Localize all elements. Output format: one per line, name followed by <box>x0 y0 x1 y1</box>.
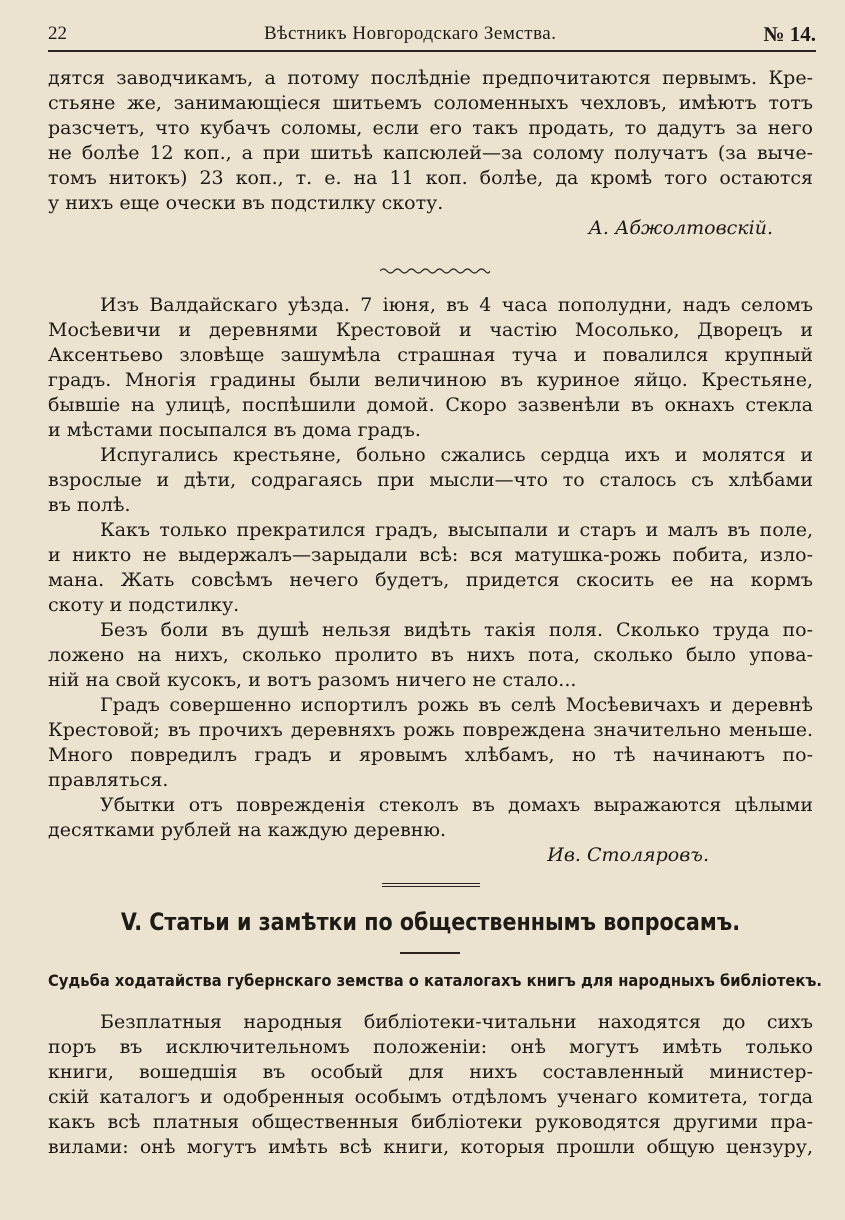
double-rule-separator <box>382 883 480 887</box>
text-line: Убытки отъ поврежденія стеколъ въ домахъ выражаются цѣлыми <box>100 794 813 816</box>
text-line: и мѣстами посыпался въ дома градъ. <box>48 419 421 441</box>
header-rule <box>48 50 816 52</box>
text-line: какъ всѣ платныя общественныя библіотеки руководятся другими пра- <box>48 1111 813 1133</box>
text-line: Испугались крестьяне, больно сжались сердца ихъ и молятся и <box>100 444 813 466</box>
running-title: Вѣстникъ Новгородскаго Земства. <box>264 23 557 44</box>
paragraph-continuation <box>48 66 813 241</box>
text-line: Крестовой; въ прочихъ деревняхъ рожь повреждена значительно меньше. <box>48 719 813 741</box>
text-line: дятся заводчикамъ, а потому послѣдніе предпочитаются первымъ. Кре- <box>48 67 813 89</box>
text-line: стьяне же, занимающіеся шитьемъ соломенныхъ чехловъ, имѣютъ тотъ <box>48 92 813 114</box>
text-line: Какъ только прекратился градъ, высыпали и старъ и малъ въ поле, <box>100 519 813 541</box>
issue-number: № 14. <box>763 22 816 46</box>
text-line: въ полѣ. <box>48 494 131 516</box>
text-line: томъ нитокъ) 23 коп., т. е. на 11 коп. болѣе, да кромѣ того остаются <box>48 167 813 189</box>
news-report <box>48 293 813 868</box>
text-line: Безъ боли въ душѣ нельзя видѣть такія поля. Сколько труда по- <box>100 619 813 641</box>
text-line: у нихъ еще очески въ подстилку скоту. <box>48 192 444 214</box>
text-line: десятками рублей на каждую деревню. <box>48 819 447 841</box>
text-line: Безплатныя народныя библіотеки-читальни находятся до сихъ <box>100 1011 813 1033</box>
text-line: ложено на нихъ, сколько пролито въ нихъ пота, сколько было упова- <box>48 644 813 666</box>
text-line: разсчетъ, что кубачъ соломы, если его такъ продать, то дадутъ за него <box>48 117 813 139</box>
text-line: скоту и подстилку. <box>48 594 240 616</box>
text-line: скій каталогъ и одобренныя особымъ отдѣломъ ученаго комитета, тогда <box>48 1086 813 1108</box>
signature: Ив. Столяровъ. <box>547 844 709 866</box>
text-line: книги, вошедшія въ особый для нихъ составленный министер- <box>48 1061 813 1083</box>
wavy-separator <box>380 266 490 276</box>
signature: А. Абжолтовскій. <box>588 217 773 239</box>
section-heading: V. Статьи и замѣтки по общественнымъ вопросамъ. <box>120 908 741 936</box>
article-title: Судьба ходатайства губернскаго земства о каталогахъ книгъ для народныхъ библіотекъ. <box>48 971 822 990</box>
page-number: 22 <box>48 23 67 44</box>
text-line: правляться. <box>48 769 169 791</box>
text-line: градъ. Многія градины были величиною въ куриное яйцо. Крестьяне, <box>48 369 813 391</box>
text-line: и никто не выдержалъ—зарыдали всѣ: вся матушка-рожь побита, изло- <box>48 544 813 566</box>
article-body <box>48 1010 813 1160</box>
page-header <box>48 20 816 50</box>
text-line: поръ въ исключительномъ положеніи: онѣ могутъ имѣть только <box>48 1036 813 1058</box>
text-line: Мосѣевичи и деревнями Крестовой и частію Мосолько, Дворецъ и <box>48 319 813 341</box>
heading-rule <box>400 952 460 954</box>
text-line: Много повредилъ градъ и яровымъ хлѣбамъ, но тѣ начинаютъ по- <box>48 744 813 766</box>
text-line: вилами: онѣ могутъ имѣть всѣ книги, которыя прошли общую цензуру, <box>48 1136 813 1158</box>
text-line: взрослые и дѣти, содрагаясь при мысли—что то сталось съ хлѣбами <box>48 469 813 491</box>
text-line: ній на свой кусокъ, и вотъ разомъ ничего не стало... <box>48 669 577 691</box>
text-line: Аксентьево зловѣще зашумѣла страшная туча и повалился крупный <box>48 344 813 366</box>
text-line: Изъ Валдайскаго уѣзда. 7 іюня, въ 4 часа пополудни, надъ селомъ <box>100 294 813 316</box>
text-line: Градъ совершенно испортилъ рожь въ селѣ Мосѣевичахъ и деревнѣ <box>100 694 813 716</box>
text-line: мана. Жать совсѣмъ нечего будетъ, придется скосить ее на кормъ <box>48 569 813 591</box>
text-line: не болѣе 12 коп., а при шитьѣ капсюлей—за солому получатъ (за выче- <box>48 142 813 164</box>
text-line: бывшіе на улицѣ, поспѣшили домой. Скоро зазвенѣли въ окнахъ стекла <box>48 394 813 416</box>
